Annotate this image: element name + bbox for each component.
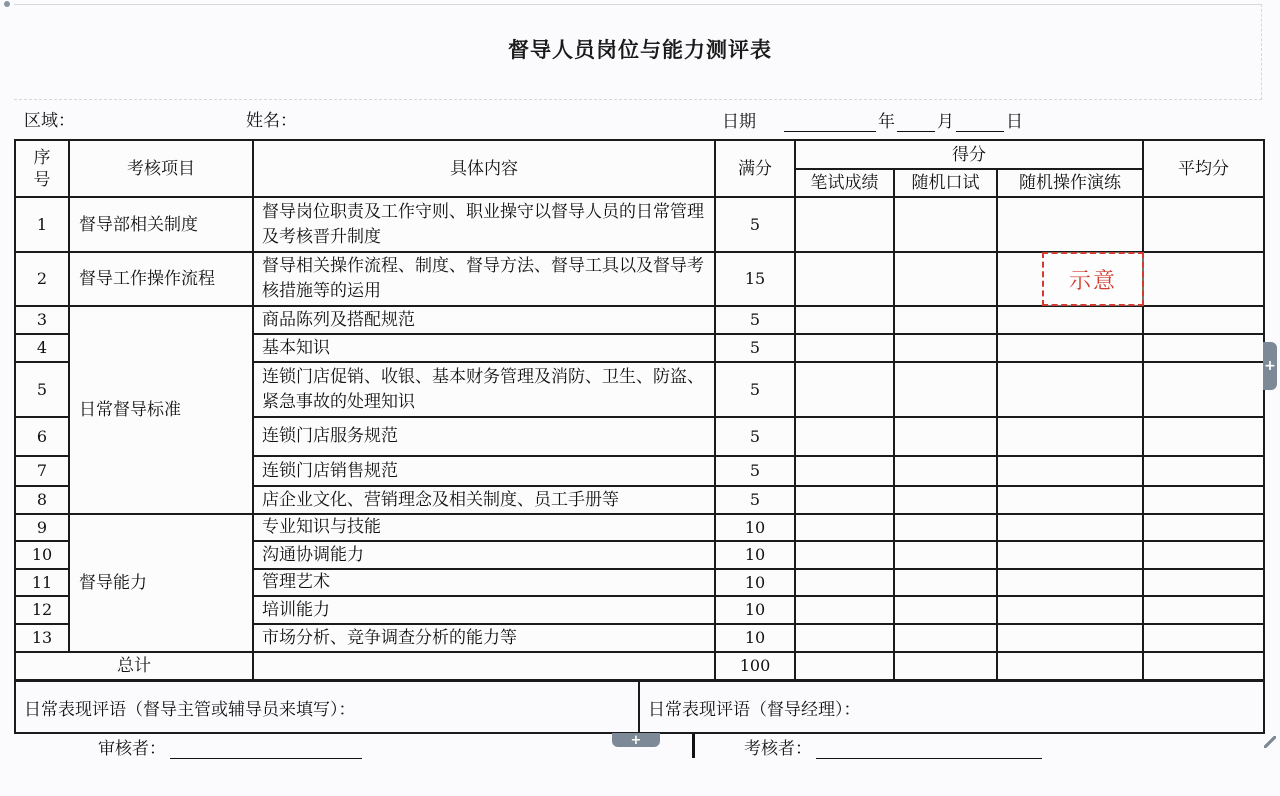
date-field [722,106,1023,132]
row-seq: 1 [15,197,69,252]
header-average: 平均分 [1143,140,1264,197]
practice-score-cell[interactable] [997,541,1143,569]
region-label: 区域： [24,111,75,131]
average-score-cell[interactable] [1143,417,1264,456]
sample-stamp: 示意 [1042,252,1144,306]
header-seq: 序号 [15,140,69,197]
written-score-cell[interactable] [795,456,894,486]
total-practice-cell[interactable] [997,652,1143,680]
manager-comment-field[interactable]: 日常表现评语（督导经理）： [639,681,1264,733]
row-content: 连锁门店促销、收银、基本财务管理及消防、卫生、防盗、紧急事故的处理知识 [253,362,715,417]
total-content-cell [253,652,715,680]
row-seq: 11 [15,569,69,596]
day-label: 日 [1006,112,1023,132]
written-score-cell[interactable] [795,596,894,624]
row-seq: 6 [15,417,69,456]
comments-table [14,680,1265,734]
total-oral-cell[interactable] [894,652,997,680]
written-score-cell[interactable] [795,197,894,252]
practice-score-cell[interactable] [997,514,1143,541]
written-score-cell[interactable] [795,417,894,456]
row-content: 管理艺术 [253,569,715,596]
header-item: 考核项目 [69,140,253,197]
row-full-score: 5 [715,362,795,417]
average-score-cell[interactable] [1143,334,1264,362]
header-written: 笔试成绩 [795,169,894,197]
written-score-cell[interactable] [795,334,894,362]
written-score-cell[interactable] [795,624,894,652]
practice-score-cell[interactable] [997,624,1143,652]
written-score-cell[interactable] [795,306,894,334]
row-seq: 5 [15,362,69,417]
resize-anchor-icon[interactable] [4,1,10,7]
date-label: 日期 [722,112,756,132]
row-seq: 9 [15,514,69,541]
written-score-cell[interactable] [795,252,894,306]
written-score-cell[interactable] [795,541,894,569]
year-label: 年 [878,112,895,132]
assessor-label: 考核者： [744,739,812,759]
row-content: 店企业文化、营销理念及相关制度、员工手册等 [253,486,715,514]
oral-score-cell[interactable] [894,541,997,569]
oral-score-cell[interactable] [894,252,997,306]
oral-score-cell[interactable] [894,486,997,514]
header-score: 得分 [795,140,1143,169]
oral-score-cell[interactable] [894,417,997,456]
row-full-score: 5 [715,197,795,252]
average-score-cell[interactable] [1143,541,1264,569]
oral-score-cell[interactable] [894,569,997,596]
table-resize-icon[interactable] [1264,736,1276,748]
average-score-cell[interactable] [1143,197,1264,252]
add-row-handle-icon[interactable]: + [612,733,660,747]
practice-score-cell[interactable] [997,362,1143,417]
reviewer-signature-line[interactable] [170,737,362,759]
total-full-score: 100 [715,652,795,680]
row-full-score: 10 [715,514,795,541]
row-content: 连锁门店服务规范 [253,417,715,456]
oral-score-cell[interactable] [894,362,997,417]
document-title: 督导人员岗位与能力测评表 [508,38,772,62]
practice-score-cell[interactable] [997,456,1143,486]
reviewer-label: 审核者： [98,739,166,759]
row-seq: 7 [15,456,69,486]
total-row [15,652,1264,680]
row-full-score: 10 [715,569,795,596]
oral-score-cell[interactable] [894,334,997,362]
row-content: 市场分析、竞争调查分析的能力等 [253,624,715,652]
row-seq: 10 [15,541,69,569]
row-seq: 8 [15,486,69,514]
practice-score-cell[interactable] [997,569,1143,596]
oral-score-cell[interactable] [894,596,997,624]
row-item: 督导工作操作流程 [69,252,253,306]
row-item: 督导部相关制度 [69,197,253,252]
year-blank[interactable] [784,112,876,132]
row-seq: 3 [15,306,69,334]
average-score-cell[interactable] [1143,569,1264,596]
oral-score-cell[interactable] [894,514,997,541]
practice-score-cell[interactable] [997,197,1143,252]
written-score-cell[interactable] [795,514,894,541]
average-score-cell[interactable] [1143,456,1264,486]
practice-score-cell[interactable] [997,486,1143,514]
total-written-cell[interactable] [795,652,894,680]
average-score-cell[interactable] [1143,252,1264,306]
row-full-score: 5 [715,306,795,334]
written-score-cell[interactable] [795,569,894,596]
text-cursor [692,734,695,758]
header-oral: 随机口试 [894,169,997,197]
average-score-cell[interactable] [1143,624,1264,652]
average-score-cell[interactable] [1143,514,1264,541]
reviewer-signature [98,734,362,759]
assessor-signature-line[interactable] [816,737,1042,759]
row-full-score: 10 [715,624,795,652]
oral-score-cell[interactable] [894,306,997,334]
row-full-score: 10 [715,541,795,569]
month-label: 月 [937,112,954,132]
table-row [15,514,1264,541]
oral-score-cell[interactable] [894,197,997,252]
name-label: 姓名： [246,111,297,131]
total-label: 总计 [15,652,253,680]
evaluation-table [14,139,1265,681]
table-row [15,306,1264,334]
average-score-cell[interactable] [1143,486,1264,514]
add-column-handle-icon[interactable]: + [1263,342,1277,390]
row-item: 督导能力 [69,514,253,652]
month-blank[interactable] [897,112,935,132]
header-full-score: 满分 [715,140,795,197]
row-content: 商品陈列及搭配规范 [253,306,715,334]
average-score-cell[interactable] [1143,362,1264,417]
row-content: 基本知识 [253,334,715,362]
supervisor-comment-field[interactable]: 日常表现评语（督导主管或辅导员来填写）： [15,681,639,733]
oral-score-cell[interactable] [894,624,997,652]
row-seq: 13 [15,624,69,652]
row-content: 连锁门店销售规范 [253,456,715,486]
row-content: 专业知识与技能 [253,514,715,541]
header-content: 具体内容 [253,140,715,197]
written-score-cell[interactable] [795,486,894,514]
header-practice: 随机操作演练 [997,169,1143,197]
average-score-cell[interactable] [1143,306,1264,334]
row-content: 督导岗位职责及工作守则、职业操守以督导人员的日常管理及考核晋升制度 [253,197,715,252]
row-seq: 2 [15,252,69,306]
row-content: 沟通协调能力 [253,541,715,569]
practice-score-cell[interactable] [997,306,1143,334]
practice-score-cell[interactable] [997,596,1143,624]
written-score-cell[interactable] [795,362,894,417]
total-average-cell[interactable] [1143,652,1264,680]
practice-score-cell[interactable] [997,417,1143,456]
row-full-score: 5 [715,417,795,456]
row-seq: 4 [15,334,69,362]
row-content: 培训能力 [253,596,715,624]
row-full-score: 5 [715,334,795,362]
oral-score-cell[interactable] [894,456,997,486]
row-full-score: 5 [715,486,795,514]
row-full-score: 5 [715,456,795,486]
row-seq: 12 [15,596,69,624]
day-blank[interactable] [956,112,1004,132]
row-full-score: 15 [715,252,795,306]
row-item: 日常督导标准 [69,306,253,514]
row-content: 督导相关操作流程、制度、督导方法、督导工具以及督导考核措施等的运用 [253,252,715,306]
table-row [15,197,1264,252]
row-full-score: 10 [715,596,795,624]
average-score-cell[interactable] [1143,596,1264,624]
assessor-signature [744,734,1042,759]
practice-score-cell[interactable] [997,334,1143,362]
